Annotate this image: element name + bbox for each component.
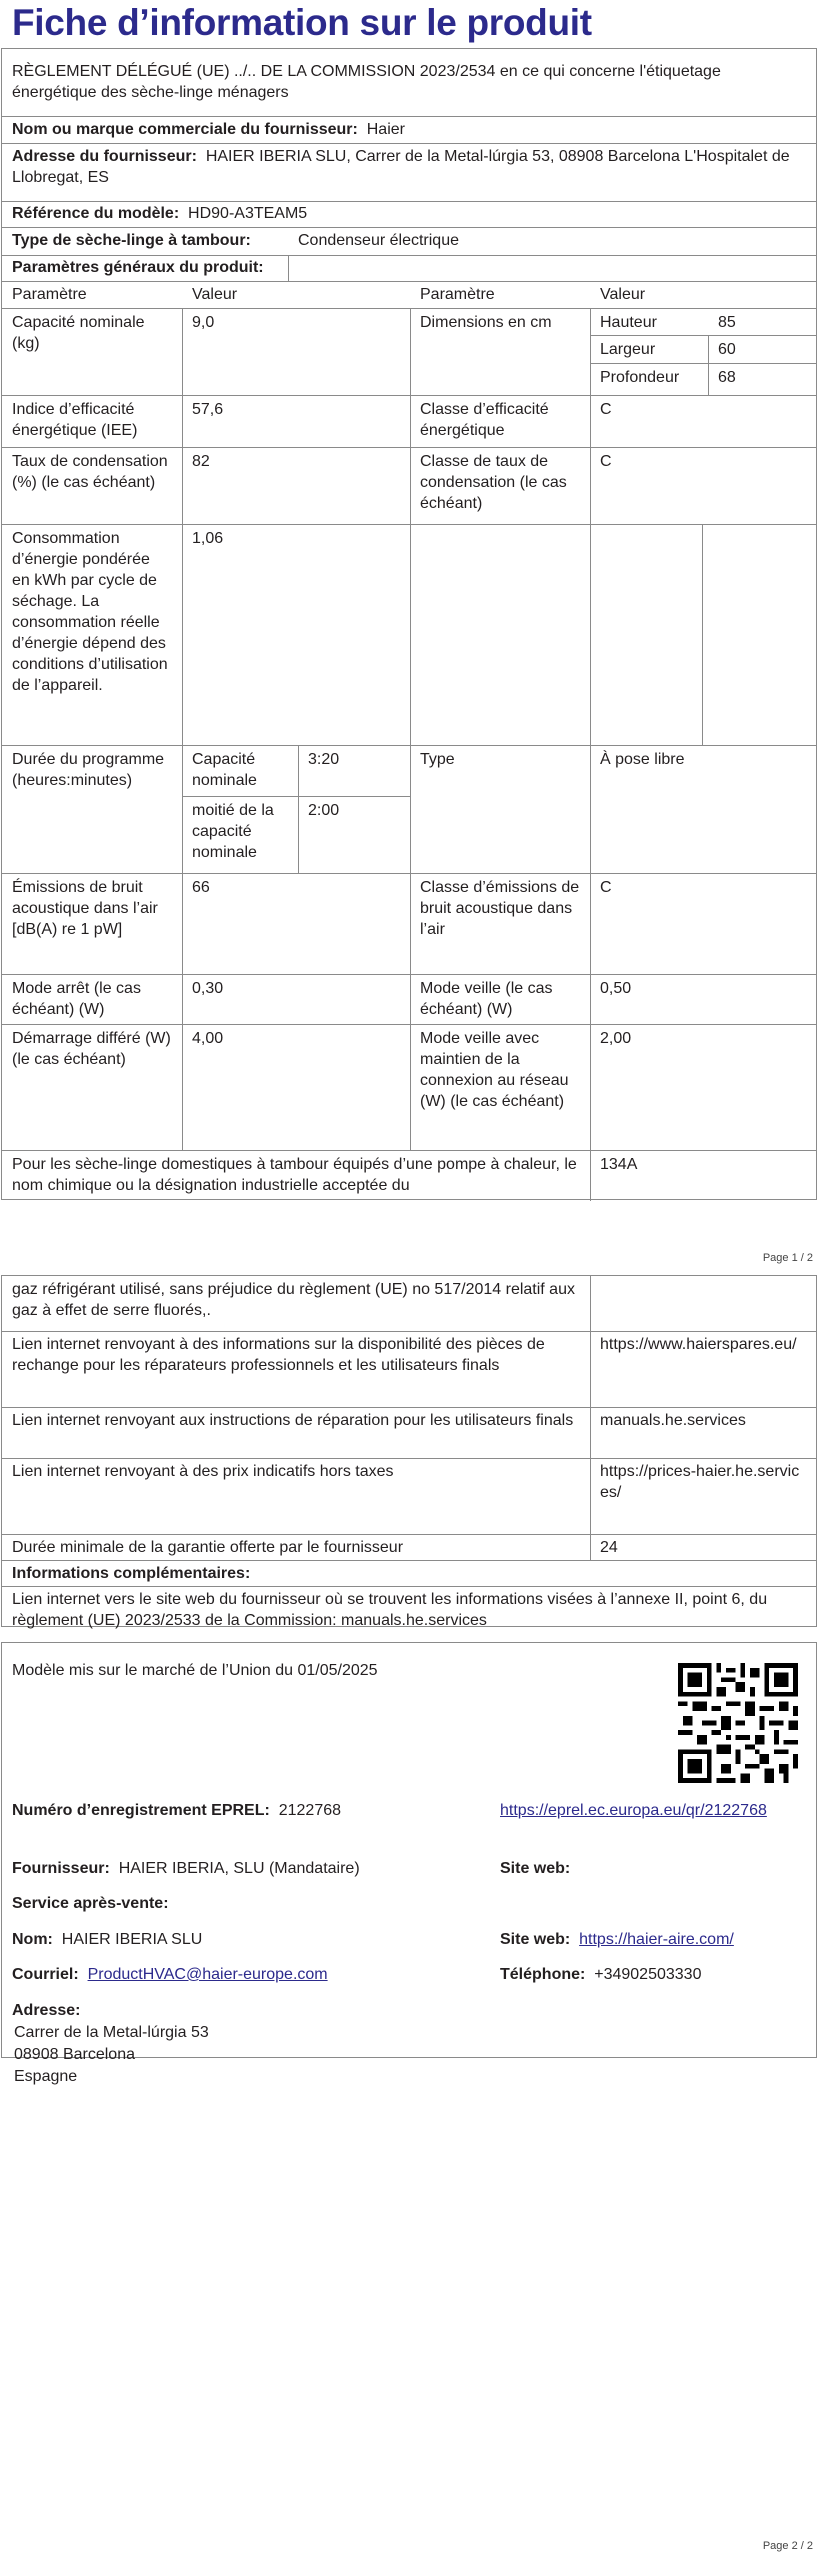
spare-parts-label: Lien internet renvoyant à des informations sur la disponibilité des pièces de rechange pour les réparateurs professionnels et les utilisateurs finals (12, 1336, 545, 1374)
page-title: Fiche d’information sur le produit (12, 2, 592, 43)
service-site-label: Site web: (500, 1931, 571, 1948)
service-phone-value: +34902503330 (594, 1966, 702, 1983)
repair-label: Lien internet renvoyant aux instructions de réparation pour les utilisateurs finals (12, 1412, 574, 1429)
refrigerant-value: 134A (600, 1156, 638, 1173)
noise-value: 66 (192, 879, 210, 896)
supplier-row (12, 1858, 360, 1880)
service-site-link[interactable]: https://haier-aire.com/ (579, 1931, 734, 1948)
prices-label: Lien internet renvoyant à des prix indicatifs hors taxes (12, 1463, 394, 1480)
type-value: À pose libre (600, 751, 685, 768)
qr-code-icon[interactable] (678, 1663, 798, 1783)
capacity-label: Capacité nominale (kg) (12, 314, 145, 352)
address-line-1: Carrer de la Metal-lúrgia 53 (14, 2024, 209, 2041)
service-mail-label: Courriel: (12, 1966, 79, 1983)
service-name-value: HAIER IBERIA SLU (61, 1931, 203, 1948)
condensation-value: 82 (192, 453, 210, 470)
market-date: Modèle mis sur le marché de l’Union du 01/05/2025 (12, 1662, 378, 1679)
model-label: Référence du modèle: (12, 205, 180, 222)
extra-info-text: Lien internet vers le site web du fournisseur où se trouvent les informations visées à l’annexe II, point 6, du règlement (UE) 2023/2533 de la Commission: manuals.he.services (12, 1591, 768, 1629)
model-value: HD90-A3TEAM5 (188, 205, 308, 222)
model-row (2, 201, 812, 226)
warranty-value: 24 (600, 1539, 618, 1556)
repair-link[interactable]: manuals.he.services (600, 1412, 746, 1429)
service-mail-row (12, 1964, 328, 1986)
width-value: 60 (718, 341, 736, 358)
extra-info-label: Informations complémentaires: (12, 1565, 251, 1582)
dryer-type-label: Type de sèche-linge à tambour: (12, 232, 251, 249)
address-line-2: 08908 Barcelona (14, 2046, 135, 2063)
duration-half-value: 2:00 (308, 802, 340, 819)
col-header-value-1: Valeur (192, 286, 238, 303)
eprel-registration-label: Numéro d’enregistrement EPREL: (12, 1802, 270, 1819)
off-mode-label: Mode arrêt (le cas échéant) (W) (12, 980, 141, 1018)
dimensions-label: Dimensions en cm (420, 314, 552, 331)
supplier-address-label: Adresse du fournisseur: (12, 148, 197, 165)
delay-start-value: 4,00 (192, 1030, 224, 1047)
page-number-2: Page 2 / 2 (762, 2540, 813, 2552)
network-standby-label: Mode veille avec maintien de la connexion au réseau (W) (le cas échéant) (420, 1030, 569, 1110)
noise-label: Émissions de bruit acoustique dans l’air [dB(A) re 1 pW] (12, 879, 158, 938)
prices-link[interactable]: https://prices-haier.he.services/ (600, 1463, 800, 1501)
general-params-label: Paramètres généraux du produit: (12, 259, 264, 276)
refrigerant-label-part1: Pour les sèche-linge domestiques à tambour équipés d’une pompe à chaleur, le nom chimique ou la désignation industrielle acceptée du (12, 1156, 577, 1194)
supplier-name-label: Nom ou marque commerciale du fournisseur: (12, 121, 358, 138)
eprel-qr-link[interactable]: https://eprel.ec.europa.eu/qr/2122768 (500, 1802, 767, 1819)
depth-value: 68 (718, 369, 736, 386)
eprel-registration-value: 2122768 (278, 1802, 342, 1819)
supplier-name-value: Haier (366, 121, 405, 138)
supplier-address-row (2, 144, 812, 190)
warranty-label: Durée minimale de la garantie offerte par le fournisseur (12, 1539, 404, 1556)
supplier-website-label: Site web: (500, 1860, 571, 1877)
supplier-name-row (2, 117, 812, 142)
standby-label: Mode veille (le cas échéant) (W) (420, 980, 553, 1018)
after-sales-label: Service après-vente: (12, 1895, 169, 1912)
supplier-address-value: HAIER IBERIA SLU, Carrer de la Metal-lúrgia 53, 08908 Barcelona L'Hospitalet de Llobregat, ES (12, 148, 790, 186)
delay-start-label: Démarrage différé (W) (le cas échéant) (12, 1030, 171, 1068)
consumption-value: 1,06 (192, 530, 224, 547)
condensation-class-value: C (600, 453, 612, 470)
duration-full-label: Capacité nominale (192, 751, 257, 789)
network-standby-value: 2,00 (600, 1030, 632, 1047)
regulation-intro: RÈGLEMENT DÉLÉGUÉ (UE) ../.. DE LA COMMISSION 2023/2534 en ce qui concerne l'étiquetage énergétique des sèche-linge ménagers (12, 63, 721, 101)
supplier-label: Fournisseur: (12, 1860, 110, 1877)
page-1 (0, 0, 819, 1264)
type-label: Type (420, 751, 455, 768)
height-label: Hauteur (600, 314, 657, 331)
service-phone-row (500, 1964, 701, 1986)
page-number-1: Page 1 / 2 (762, 1252, 813, 1264)
service-name-row (12, 1929, 202, 1951)
refrigerant-label-part2: gaz réfrigérant utilisé, sans préjudice du règlement (UE) no 517/2014 relatif aux gaz à effet de serre fluorés,. (12, 1281, 575, 1319)
address-line-3: Espagne (14, 2068, 78, 2085)
noise-class-value: C (600, 879, 612, 896)
spare-parts-link[interactable]: https://www.haierspares.eu/ (600, 1336, 797, 1353)
supplier-value: HAIER IBERIA, SLU (Mandataire) (118, 1860, 360, 1877)
width-label: Largeur (600, 341, 656, 358)
page-2 (0, 1250, 819, 2560)
col-header-value-2: Valeur (600, 286, 646, 303)
address-label: Adresse: (12, 2002, 81, 2019)
consumption-label: Consommation d’énergie pondérée en kWh par cycle de séchage. La consommation réelle d’énergie dépend des conditions d’utilisation de l’appareil. (12, 530, 168, 694)
off-mode-value: 0,30 (192, 980, 224, 997)
col-header-param-1: Paramètre (12, 286, 87, 303)
eprel-registration (12, 1800, 341, 1822)
eei-value: 57,6 (192, 401, 224, 418)
condensation-class-label: Classe de taux de condensation (le cas échéant) (420, 453, 567, 512)
service-name-label: Nom: (12, 1931, 53, 1948)
dryer-type-value: Condenseur électrique (298, 232, 459, 249)
height-value: 85 (718, 314, 736, 331)
capacity-value: 9,0 (192, 314, 215, 331)
depth-label: Profondeur (600, 369, 680, 386)
duration-half-label: moitié de la capacité nominale (192, 802, 274, 861)
duration-label: Durée du programme (heures:minutes) (12, 751, 165, 789)
service-phone-label: Téléphone: (500, 1966, 586, 1983)
eei-label: Indice d’efficacité énergétique (IEE) (12, 401, 138, 439)
standby-value: 0,50 (600, 980, 632, 997)
service-site-row (500, 1929, 734, 1951)
col-header-param-2: Paramètre (420, 286, 495, 303)
condensation-label: Taux de condensation (%) (le cas échéant) (12, 453, 168, 491)
service-mail-link[interactable]: ProductHVAC@haier-europe.com (87, 1966, 328, 1983)
duration-full-value: 3:20 (308, 751, 340, 768)
energy-class-value: C (600, 401, 612, 418)
noise-class-label: Classe d’émissions de bruit acoustique dans l’air (420, 879, 580, 938)
energy-class-label: Classe d’efficacité énergétique (420, 401, 549, 439)
